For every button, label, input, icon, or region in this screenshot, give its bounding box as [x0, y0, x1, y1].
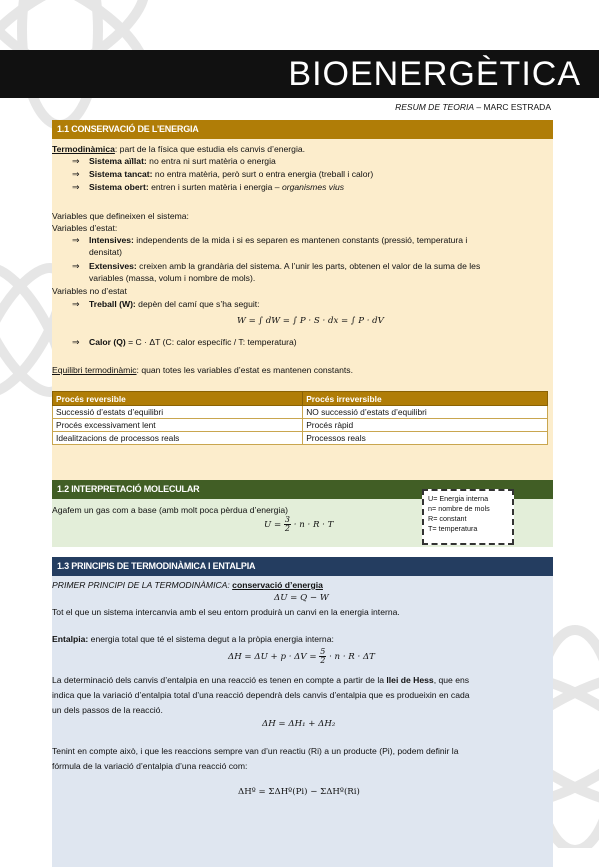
process-table: [52, 391, 548, 445]
formula-fraction: [284, 516, 291, 533]
system-text: no entra matèria, però surt o entra energia (treball i calor): [152, 169, 374, 179]
extensive-label: Extensives:: [89, 261, 137, 271]
subtitle-author: – MARC ESTRADA: [474, 102, 551, 112]
section-heading: 1.3 PRINCIPIS DE TERMODINÀMICA I ENTALPIA: [52, 557, 553, 576]
table-row: [53, 432, 548, 445]
termo-definition: [52, 144, 305, 155]
intensive-label: Intensives:: [89, 235, 134, 245]
intensive-text: independents de la mida i si es separen es mantenen constants (pressió, temperatura i: [133, 235, 468, 245]
system-closed: [89, 169, 373, 180]
equilibrium-text: : quan totes les variables d’estat es mantenen constants.: [136, 365, 353, 375]
system-isolated: [89, 156, 276, 167]
legend-item: n= nombre de mols: [428, 504, 490, 513]
system-label: Sistema tancat:: [89, 169, 153, 179]
vars-state: Variables d’estat:: [52, 223, 118, 233]
formula-fraction: [319, 648, 326, 665]
work-label: Treball (W):: [89, 299, 136, 309]
extensive-text: creixen amb la grandària del sistema. A l’unir les parts, obtenen el valor de la suma de les: [136, 261, 481, 271]
hess-line-3: un dels passos de la reacció.: [52, 705, 163, 715]
reaction-formula: ΔHº = ΣΔHº(Pi) − ΣΔHº(Ri): [238, 787, 360, 797]
heat-line: [89, 337, 297, 348]
vars-intro: Variables que defineixen el sistema:: [52, 211, 189, 221]
formula-left: ΔH = ΔU + p · ΔV =: [228, 652, 317, 662]
table-header: Procés reversible: [53, 392, 303, 406]
variables-legend-box: [422, 489, 514, 545]
first-principle-line: [52, 580, 323, 591]
arrow-icon: ⇒: [72, 182, 80, 192]
fraction-numerator: 3: [284, 515, 291, 524]
work-text: depèn del camí que s’ha seguit:: [135, 299, 260, 309]
table-header: Procés irreversible: [303, 392, 548, 406]
arrow-icon: ⇒: [72, 235, 80, 245]
arrow-icon: ⇒: [72, 299, 80, 309]
termo-text: : part de la física que estudia els canvis d’energia.: [114, 144, 306, 154]
enthalpy-text: energia total que té el sistema degut a la pròpia energia interna:: [88, 634, 334, 644]
internal-energy-formula: [264, 516, 333, 533]
intensive-line: [89, 235, 467, 246]
system-label: Sistema obert:: [89, 182, 149, 192]
formula-right: · n · R · ΔT: [329, 652, 375, 662]
table-cell: NO successió d’estats d’equilibri: [303, 406, 548, 419]
hess-line-2: indica que la variació d’entalpia total d’una reacció dependrà dels canvis d’entalpia que es produeixin en cada: [52, 690, 470, 700]
fraction-denominator: 2: [320, 656, 326, 665]
page-title: BIOENERGÈTICA: [288, 55, 581, 93]
hess-text: , que ens: [433, 675, 470, 685]
enthalpy-formula: [228, 648, 375, 665]
termo-label: Termodinàmica: [52, 144, 115, 154]
enthalpy-label: Entalpia:: [52, 634, 89, 644]
formula-left: U =: [264, 520, 282, 530]
table-row: [53, 406, 548, 419]
section-heading: 1.2 INTERPRETACIÓ MOLECULAR: [52, 480, 553, 499]
equilibrium-line: [52, 365, 353, 376]
first-principle-formula: ΔU = Q − W: [274, 593, 329, 603]
system-text: no entra ni surt matèria o energia: [146, 156, 276, 166]
table-cell: Procés ràpid: [303, 419, 548, 432]
table-row: [53, 419, 548, 432]
arrow-icon: ⇒: [72, 261, 80, 271]
reaction-line-2: fórmula de la variació d’entalpia d’una reacció com:: [52, 761, 248, 771]
section-body: [52, 139, 553, 490]
reaction-line-1: Tenint en compte això, i que les reaccions sempre van d’un reactiu (Ri) a un producte (Pi), podem definir la: [52, 746, 459, 756]
system-open: [89, 182, 344, 193]
section-heading: 1.1 CONSERVACIÓ DE L’ENERGIA: [52, 120, 553, 139]
legend-item: R= constant: [428, 514, 467, 523]
hess-text: La determinació dels canvis d’entalpia en una reacció es tenen en compte a partir de la: [52, 675, 387, 685]
hess-bold: llei de Hess: [386, 675, 434, 685]
section-thermodynamics-enthalpy: [52, 557, 553, 867]
section-energy-conservation: [52, 120, 553, 490]
equilibrium-label: Equilibri termodinàmic: [52, 365, 137, 375]
first-principle-text: Tot el que un sistema intercanvia amb el seu entorn produirà un canvi en la energia interna.: [52, 607, 400, 617]
heat-label: Calor (Q): [89, 337, 126, 347]
vars-nonstate: Variables no d’estat: [52, 286, 127, 296]
work-formula: W = ∫ dW = ∫ P · S · dx = ∫ P · dV: [237, 316, 384, 326]
gas-text: Agafem un gas com a base (amb molt poca pèrdua d’energia): [52, 505, 288, 515]
system-label: Sistema aïllat:: [89, 156, 147, 166]
fraction-numerator: 5: [320, 647, 326, 656]
table-cell: Processos reals: [303, 432, 548, 445]
legend-item: T= temperatura: [428, 524, 478, 533]
table-cell: Procés excessivament lent: [53, 419, 303, 432]
legend-item: U= Energia interna: [428, 494, 489, 503]
enthalpy-line: [52, 634, 334, 645]
extensive-line: [89, 261, 480, 272]
arrow-icon: ⇒: [72, 337, 80, 347]
formula-right: · n · R · T: [293, 520, 334, 530]
table-cell: Successió d’estats d’equilibri: [53, 406, 303, 419]
heat-text: = C · ΔT (C: calor específic / T: temperatura): [125, 337, 297, 347]
extensive-line-2: variables (massa, volum i nombre de mols).: [89, 273, 256, 283]
system-text: entren i surten matèria i energia –: [148, 182, 282, 192]
table-header-row: [53, 392, 548, 406]
arrow-icon: ⇒: [72, 169, 80, 179]
system-italic: organismes vius: [281, 182, 345, 192]
page-subtitle: [395, 102, 551, 112]
hess-formula: ΔH = ΔH₁ + ΔH₂: [262, 719, 336, 729]
intensive-line-2: densitat): [89, 247, 122, 257]
section-body: [52, 576, 553, 867]
first-principle-bold: conservació d’energia: [232, 580, 323, 590]
arrow-icon: ⇒: [72, 156, 80, 166]
fraction-denominator: 2: [284, 524, 291, 533]
table-cell: Idealitzacions de processos reals: [53, 432, 303, 445]
first-principle-label: PRIMER PRINCIPI DE LA TERMODINÀMICA:: [52, 580, 233, 590]
work-line: [89, 299, 260, 310]
hess-line-1: [52, 675, 469, 686]
subtitle-italic: RESUM DE TEORIA: [395, 102, 474, 112]
